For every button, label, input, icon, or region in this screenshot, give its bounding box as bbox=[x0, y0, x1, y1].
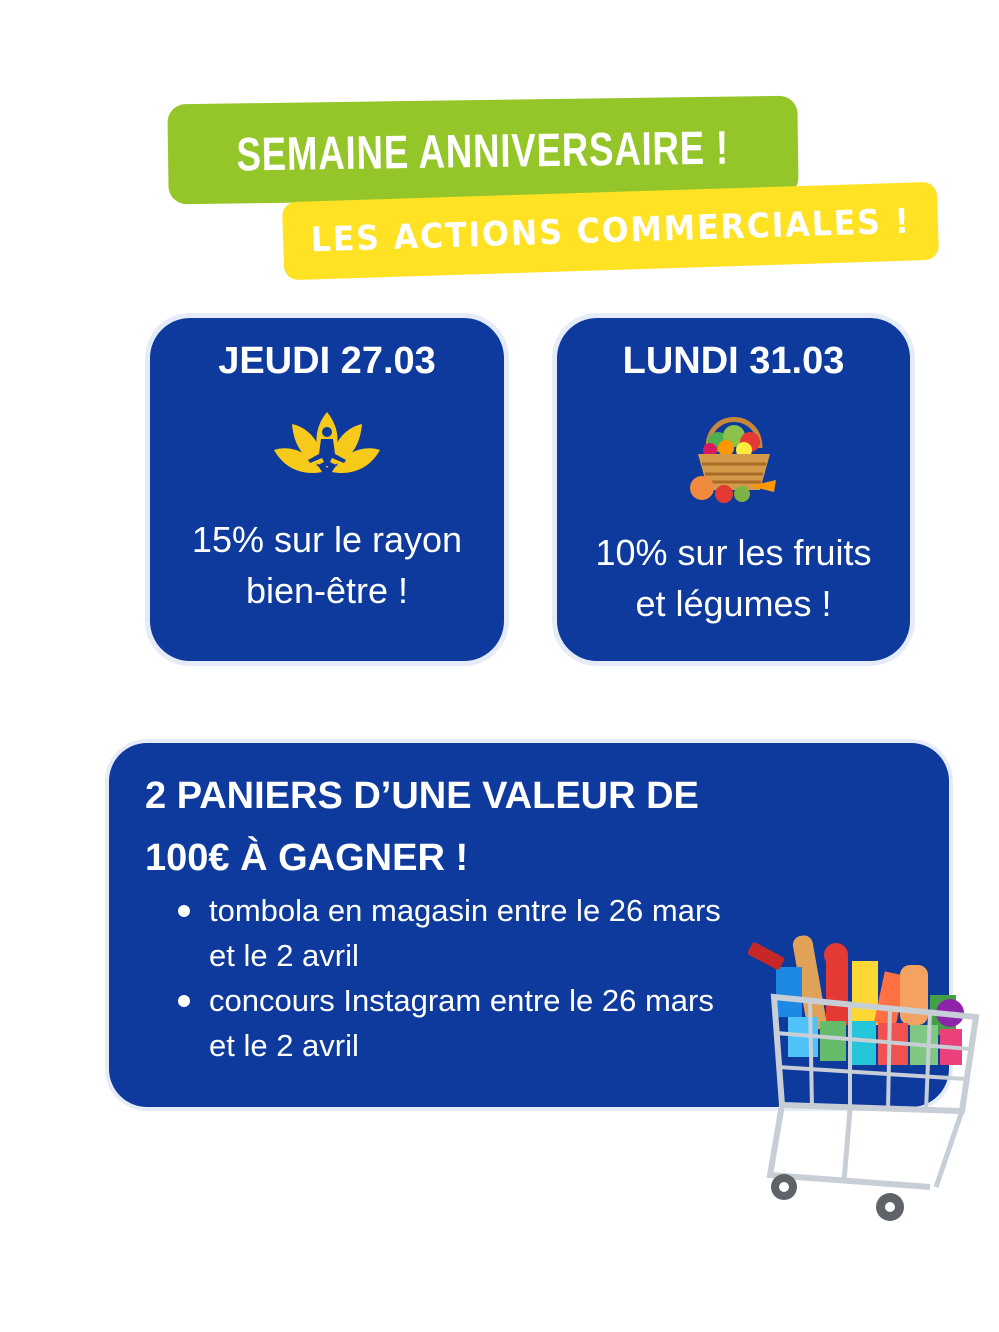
offer-description bbox=[170, 514, 484, 616]
offer-line: 10% sur les fruits bbox=[595, 532, 872, 573]
offer-card-thursday bbox=[150, 318, 504, 661]
list-item bbox=[173, 888, 721, 978]
contest-list bbox=[173, 888, 721, 1068]
list-item-line: concours Instagram entre le 26 mars bbox=[209, 983, 714, 1018]
contest-title bbox=[145, 765, 699, 889]
shopping-cart-icon bbox=[740, 925, 990, 1229]
offer-line: bien-être ! bbox=[245, 570, 409, 611]
contest-title-line: 2 PANIERS D’UNE VALEUR DE bbox=[145, 775, 699, 817]
offer-line: et légumes ! bbox=[635, 583, 832, 624]
offer-date: JEUDI 27.03 bbox=[218, 340, 436, 382]
list-item-line: et le 2 avril bbox=[209, 938, 359, 973]
offer-card-monday bbox=[557, 318, 910, 661]
page-subtitle: LES ACTIONS COMMERCIALES ! bbox=[309, 201, 912, 261]
contest-title-line: 100€ À GAGNER ! bbox=[145, 837, 469, 879]
list-item bbox=[173, 978, 721, 1068]
fruit-basket-icon bbox=[684, 402, 784, 510]
bullet-icon bbox=[178, 995, 190, 1007]
page-title: SEMAINE ANNIVERSAIRE ! bbox=[236, 120, 730, 180]
lotus-meditation-icon bbox=[272, 410, 382, 486]
offer-date: LUNDI 31.03 bbox=[622, 340, 845, 382]
list-item-line: tombola en magasin entre le 26 mars bbox=[209, 893, 721, 928]
offer-description bbox=[577, 527, 890, 629]
bullet-icon bbox=[178, 905, 190, 917]
list-item-line: et le 2 avril bbox=[209, 1028, 359, 1063]
offer-line: 15% sur le rayon bbox=[191, 519, 463, 560]
